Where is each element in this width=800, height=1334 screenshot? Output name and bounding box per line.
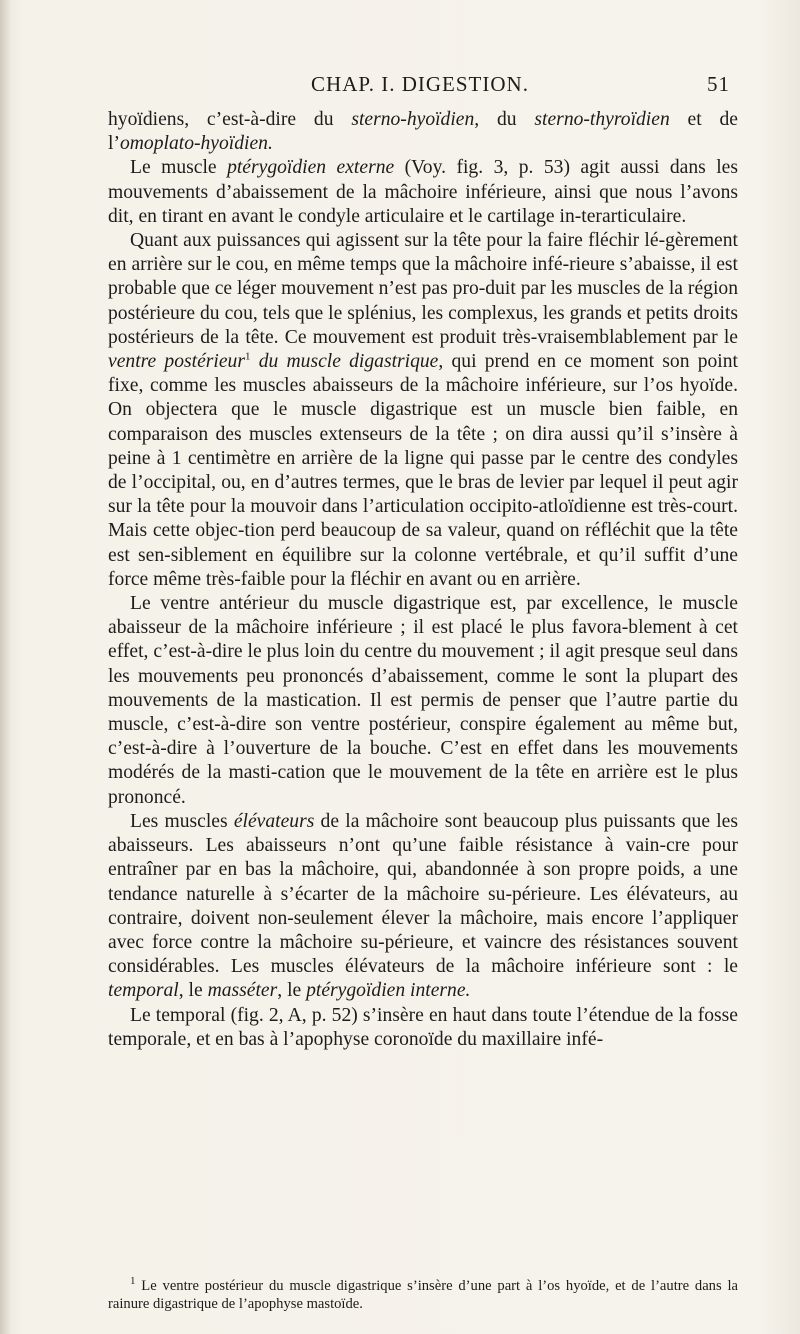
page-number: 51 xyxy=(707,72,730,96)
text-run: , du xyxy=(474,109,535,130)
text-run: Les muscles xyxy=(130,810,234,832)
footnote-text: Le ventre postérieur du muscle digastrique s’insère d’une part à l’os hyoïde, et de l’autre dans la rainure digastrique de l’apophyse mastoïde. xyxy=(108,1278,738,1312)
footnote-paragraph xyxy=(108,1277,738,1313)
paragraph xyxy=(108,592,738,810)
text-run: (Voy. fig. 3, p. 53) agit aussi dans les mouvements d’abaissement de la mâchoire inférieure, ainsi que nous l’avons dit, en tirant en avant le condyle articulaire et le cartilage in-terarticulaire. xyxy=(108,157,738,227)
italic-run: ptérygoïdien interne. xyxy=(306,980,471,1002)
italic-run: masséter xyxy=(207,980,278,1002)
running-title: CHAP. I. DIGESTION. xyxy=(311,72,529,96)
paragraph xyxy=(108,810,738,1004)
italic-run: ptérygoïdien externe xyxy=(227,157,395,179)
paragraph xyxy=(108,229,738,592)
text-run: de la mâchoire sont beaucoup plus puissants que les abaisseurs. Les abaisseurs n’ont qu’une faible résistance à vain-cre pour entraîner par en bas la mâchoire, qui, abandonnée à son propre poids, a une tendance naturelle à s’écarter de la mâchoire su-périeure. Les élévateurs, au contraire, doivent non-seulement élever la mâchoire, mais encore l’appliquer avec force contre la mâchoire su-périeure, et vaincre des résistances souvent considérables. Les muscles élévateurs de la mâchoire inférieure sont : le xyxy=(108,810,739,978)
text-run: Le temporal (fig. 2, A, p. 52) s’insère en haut dans toute l’étendue de la fosse temporale, et en bas à l’apophyse coronoïde du maxillaire infé- xyxy=(108,1004,738,1050)
body-text xyxy=(108,108,738,1052)
italic-run: élévateurs xyxy=(233,810,315,832)
paragraph xyxy=(108,156,738,229)
italic-run: ventre postérieur xyxy=(108,351,245,373)
text-run: et de l’ xyxy=(108,109,739,155)
footnote-ref: 1 xyxy=(244,350,251,363)
paragraph xyxy=(108,1004,738,1052)
text-run: hyoïdiens, c’est-à-dire du xyxy=(108,109,352,130)
footnote xyxy=(108,1277,738,1313)
page-spine-shadow xyxy=(0,0,10,1334)
footnote-marker: 1 xyxy=(130,1275,136,1288)
paragraph xyxy=(108,108,738,156)
italic-run: temporal xyxy=(108,980,179,1002)
italic-run: omoplato-hyoïdien. xyxy=(119,133,273,155)
italic-run: sterno-hyoïdien xyxy=(351,109,475,130)
italic-run: du muscle digastrique xyxy=(250,351,439,373)
running-head xyxy=(110,72,730,102)
text-run: , qui prend en ce moment son point fixe, comme les muscles abaisseurs de la mâchoire inférieure, sur l’os hyoïde. On objectera que le muscle digastrique est un muscle bien faible, en comparaison des muscles extenseurs de la tête ; on dira aussi qu’il s’insère à peine à 1 centimètre en arrière de la ligne qui passe par le centre des condyles de l’occipital, ou, en d’autres termes, que le bras de levier par lequel il peut agir sur la tête pour la mouvoir dans l’articulation occipito-atloïdienne est très-court. Mais cette objec-tion perd beaucoup de sa valeur, quand on réfléchit que la tête est sen-siblement en équilibre sur la colonne vertébrale, et qu’il suffit d’une force même très-faible pour la fléchir en avant ou en arrière. xyxy=(108,351,738,590)
text-run: , le xyxy=(277,980,307,1002)
text-run: Le muscle xyxy=(130,157,228,179)
italic-run: sterno-thyroïdien xyxy=(534,109,670,130)
text-run: Le ventre antérieur du muscle digastrique est, par excellence, le muscle abaisseur de la mâchoire inférieure ; il est placé le plus favora-blement à cet effet, c’est-à-dire le plus loin du centre du mouvement ; il agit presque seul dans les mouvements peu prononcés d’abaissement, comme le sont la plupart des mouvements de la mastication. Il est permis de penser que l’autre partie du muscle, c’est-à-dire son ventre postérieur, conspire également au même but, c’est-à-dire à l’ouverture de la bouche. C’est en effet dans les mouvements modérés de la masti-cation que le mouvement de la tête en arrière est le plus prononcé. xyxy=(108,593,738,808)
text-run: Quant aux puissances qui agissent sur la tête pour la faire fléchir lé-gèrement en arrière sur le cou, en même temps que la mâchoire infé-rieure s’abaisse, il est probable que ce léger mouvement n’est pas pro-duit par les muscles de la région postérieure du cou, tels que le splénius, les complexus, les grands et petits droits postérieurs de la tête. Ce mouvement est produit très-vraisemblablement par le xyxy=(108,230,738,348)
text-run: , le xyxy=(178,980,208,1002)
